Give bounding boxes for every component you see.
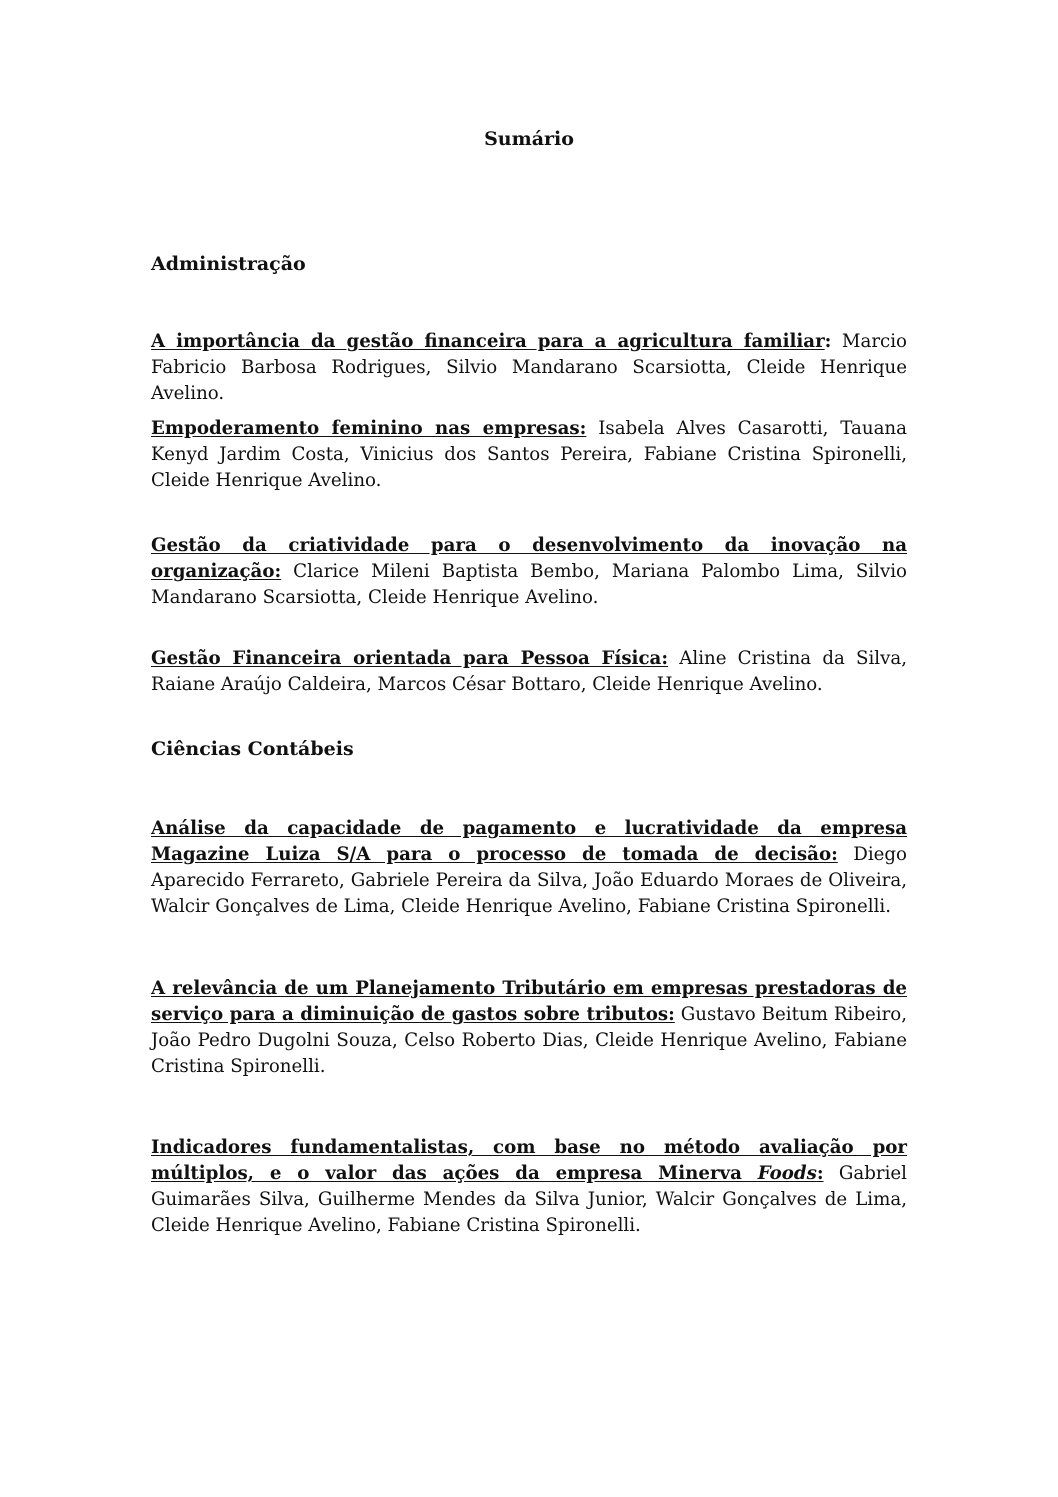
entry-title: Gestão Financeira orientada para Pessoa Física:	[151, 648, 669, 669]
entry-authors: Clarice Mileni Baptista Bembo, Mariana Palombo Lima, Silvio Mandarano Scarsiotta, Cleide Henrique Avelino.	[151, 561, 907, 608]
entry-authors: Diego Aparecido Ferrareto, Gabriele Pereira da Silva, João Eduardo Moraes de Oliveira, Walcir Gonçalves de Lima, Cleide Henrique Avelino, Fabiane Cristina Spironelli.	[151, 844, 907, 917]
toc-entry	[151, 416, 907, 494]
toc-entry	[151, 533, 907, 611]
entry-authors: Isabela Alves Casarotti, Tauana Kenyd Jardim Costa, Vinicius dos Santos Pereira, Fabiane Cristina Spironelli, Cleide Henrique Avelino.	[151, 418, 907, 491]
entry-title: Empoderamento feminino nas empresas:	[151, 418, 587, 439]
toc-entry	[151, 976, 907, 1080]
entry-authors: Marcio Fabricio Barbosa Rodrigues, Silvio Mandarano Scarsiotta, Cleide Henrique Avelino.	[151, 331, 907, 404]
entry-title	[151, 1137, 907, 1184]
section-heading-administracao: Administração	[151, 253, 306, 275]
entry-title-italic: Foods	[757, 1163, 817, 1184]
toc-entry	[151, 646, 907, 698]
entry-title: A relevância de um Planejamento Tributário em empresas prestadoras de serviço para a diminuição de gastos sobre tributos:	[151, 978, 907, 1025]
entry-title-text: Indicadores fundamentalistas, com base no método avaliação por múltiplos, e o valor das ações da empresa Minerva	[151, 1137, 907, 1184]
entry-title: Gestão da criatividade para o desenvolvimento da inovação na organização:	[151, 535, 907, 582]
entry-title: A importância da gestão financeira para a agricultura familiar	[151, 331, 825, 352]
entry-authors: Gabriel Guimarães Silva, Guilherme Mendes da Silva Junior, Walcir Gonçalves de Lima, Cleide Henrique Avelino, Fabiane Cristina Spironelli.	[151, 1163, 907, 1236]
entry-authors: Gustavo Beitum Ribeiro, João Pedro Dugolni Souza, Celso Roberto Dias, Cleide Henrique Avelino, Fabiane Cristina Spironelli.	[151, 1004, 907, 1077]
entry-authors: Aline Cristina da Silva, Raiane Araújo Caldeira, Marcos César Bottaro, Cleide Henrique Avelino.	[151, 648, 907, 695]
entry-title-colon: :	[816, 1163, 824, 1184]
toc-entry	[151, 329, 907, 407]
entry-title: Análise da capacidade de pagamento e lucratividade da empresa Magazine Luiza S/A para o processo de tomada de decisão:	[151, 818, 907, 865]
entry-separator: :	[824, 331, 832, 352]
page-title: Sumário	[484, 128, 574, 150]
section-heading-ciencias-contabeis: Ciências Contábeis	[151, 738, 354, 760]
toc-entry	[151, 1135, 907, 1239]
toc-entry	[151, 816, 907, 920]
